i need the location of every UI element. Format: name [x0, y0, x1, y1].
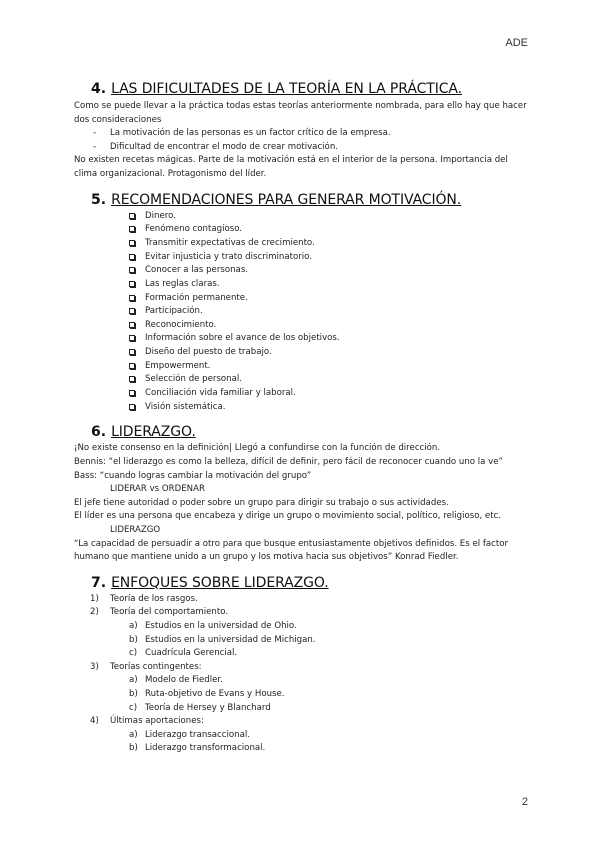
list-item: 1) Teoría de los rasgos. — [90, 593, 198, 604]
list-item: Conocer a las personas. — [74, 264, 528, 278]
section-5-list — [74, 210, 528, 415]
checkbox-bullet-icon — [129, 376, 135, 382]
document-body — [74, 76, 528, 756]
sub-list-item: c) Cuadrícula Gerencial. — [129, 648, 238, 659]
section-7-title: ENFOQUES SOBRE LIDERAZGO. — [111, 574, 329, 591]
checkbox-bullet-icon — [129, 390, 135, 396]
section-7-heading — [74, 575, 528, 591]
list-item: Dinero. — [74, 210, 528, 224]
list-item: Transmitir expectativas de crecimiento. — [74, 237, 528, 251]
section-5-heading — [74, 192, 528, 208]
checkbox-bullet-icon — [129, 213, 135, 219]
sub-list-item: a) Modelo de Fiedler. — [129, 675, 223, 686]
subheading: LIDERAZGO — [110, 524, 161, 535]
list-item: Visión sistemática. — [74, 401, 528, 415]
list-item: Diseño del puesto de trabajo. — [74, 346, 528, 360]
checkbox-bullet-icon — [129, 335, 135, 341]
checkbox-bullet-icon — [129, 254, 135, 260]
section-6-heading — [74, 424, 528, 440]
checkbox-bullet-icon — [129, 295, 135, 301]
paragraph: El líder es una persona que encabeza y dirige un grupo o movimiento social, político, religioso, etc. — [74, 511, 502, 522]
list-item: Reconocimiento. — [74, 319, 528, 333]
sub-list-item: a) Estudios en la universidad de Ohio. — [129, 620, 297, 631]
paragraph: ¡No existe consenso en la definición| Llegó a confundirse con la función de dirección. — [74, 443, 441, 454]
list-item: Participación. — [74, 305, 528, 319]
sub-list — [110, 729, 528, 756]
list-item: 4) Últimas aportaciones: a) Liderazgo transaccional. b) Liderazgo transformacional. — [74, 715, 528, 756]
section-4-closing: No existen recetas mágicas. Parte de la motivación está en el interior de la persona. Importancia del clima organizacional. Protagonismo del líder. — [74, 155, 508, 179]
header-label: ADE — [505, 37, 528, 49]
sub-list-item: b) Liderazgo transformacional. — [129, 743, 266, 754]
list-item: Información sobre el avance de los objetivos. — [74, 332, 528, 346]
section-5-title: RECOMENDACIONES PARA GENERAR MOTIVACIÓN. — [111, 191, 462, 208]
paragraph: Bass: “cuando logras cambiar la motivación del grupo” — [74, 470, 312, 481]
list-item: Selección de personal. — [74, 373, 528, 387]
checkbox-bullet-icon — [129, 240, 135, 246]
list-item: - La motivación de las personas es un factor crítico de la empresa. — [93, 128, 391, 139]
subheading: LIDERAR vs ORDENAR — [110, 484, 205, 495]
checkbox-bullet-icon — [129, 226, 135, 232]
checkbox-bullet-icon — [129, 349, 135, 355]
section-4-list — [74, 127, 528, 154]
sub-list-item: b) Estudios en la universidad de Michigan. — [129, 634, 316, 645]
quote-paragraph: “La capacidad de persuadir a otro para que busque entusiastamente objetivos definidos. Es el factor humano que mantiene unido a un grupo y los motiva hacia sus objetivos” Konrad Fiedler. — [74, 538, 509, 563]
section-4-title: LAS DIFICULTADES DE LA TEORÍA EN LA PRÁCTICA. — [111, 81, 462, 97]
section-5-number: 5. — [91, 191, 107, 208]
list-item: 3) Teorías contingentes: a) Modelo de Fiedler. b) Ruta-objetivo de Evans y House. c) Teoría de Hersey y Blanchard — [74, 661, 528, 715]
checkbox-bullet-icon — [129, 322, 135, 328]
checkbox-bullet-icon — [129, 404, 135, 410]
list-item: Empowerment. — [74, 360, 528, 374]
sub-list-item: b) Ruta-objetivo de Evans y House. — [129, 688, 285, 699]
sub-list — [110, 674, 528, 715]
list-item: 2) Teoría del comportamiento. a) Estudios en la universidad de Ohio. b) Estudios en la universidad de Michigan. c) Cuadrícula Gerencial. — [74, 606, 528, 660]
section-7-number: 7. — [91, 574, 107, 591]
section-4-heading — [74, 81, 528, 97]
section-6-title: LIDERAZGO. — [111, 424, 196, 441]
paragraph: Bennis: “el liderazgo es como la belleza, difícil de definir, pero fácil de reconocer cuando uno la ve” — [74, 457, 504, 467]
section-6-number: 6. — [91, 424, 107, 441]
list-item: - Dificultad de encontrar el modo de crear motivación. — [93, 141, 338, 152]
checkbox-bullet-icon — [129, 267, 135, 273]
list-item: Evitar injusticia y trato discriminatorio. — [74, 251, 528, 265]
list-item: Las reglas claras. — [74, 278, 528, 292]
section-4-number: 4. — [91, 81, 107, 97]
section-7-list — [74, 593, 528, 756]
checkbox-bullet-icon — [129, 308, 135, 314]
sub-list-item: c) Teoría de Hersey y Blanchard — [129, 702, 271, 713]
sub-list-item: a) Liderazgo transaccional. — [129, 729, 250, 740]
list-item: Fenómeno contagioso. — [74, 223, 528, 237]
paragraph: El jefe tiene autoridad o poder sobre un grupo para dirigir su trabajo o sus actividades. — [74, 497, 449, 508]
sub-list — [110, 620, 528, 661]
section-4-intro: Como se puede llevar a la práctica todas estas teorías anteriormente nombrada, para ello hay que hacer dos consideraciones — [74, 101, 527, 125]
page-number: 2 — [521, 796, 528, 808]
list-item: Conciliación vida familiar y laboral. — [74, 387, 528, 401]
checkbox-bullet-icon — [129, 363, 135, 369]
list-item: Formación permanente. — [74, 292, 528, 306]
checkbox-bullet-icon — [129, 281, 135, 287]
